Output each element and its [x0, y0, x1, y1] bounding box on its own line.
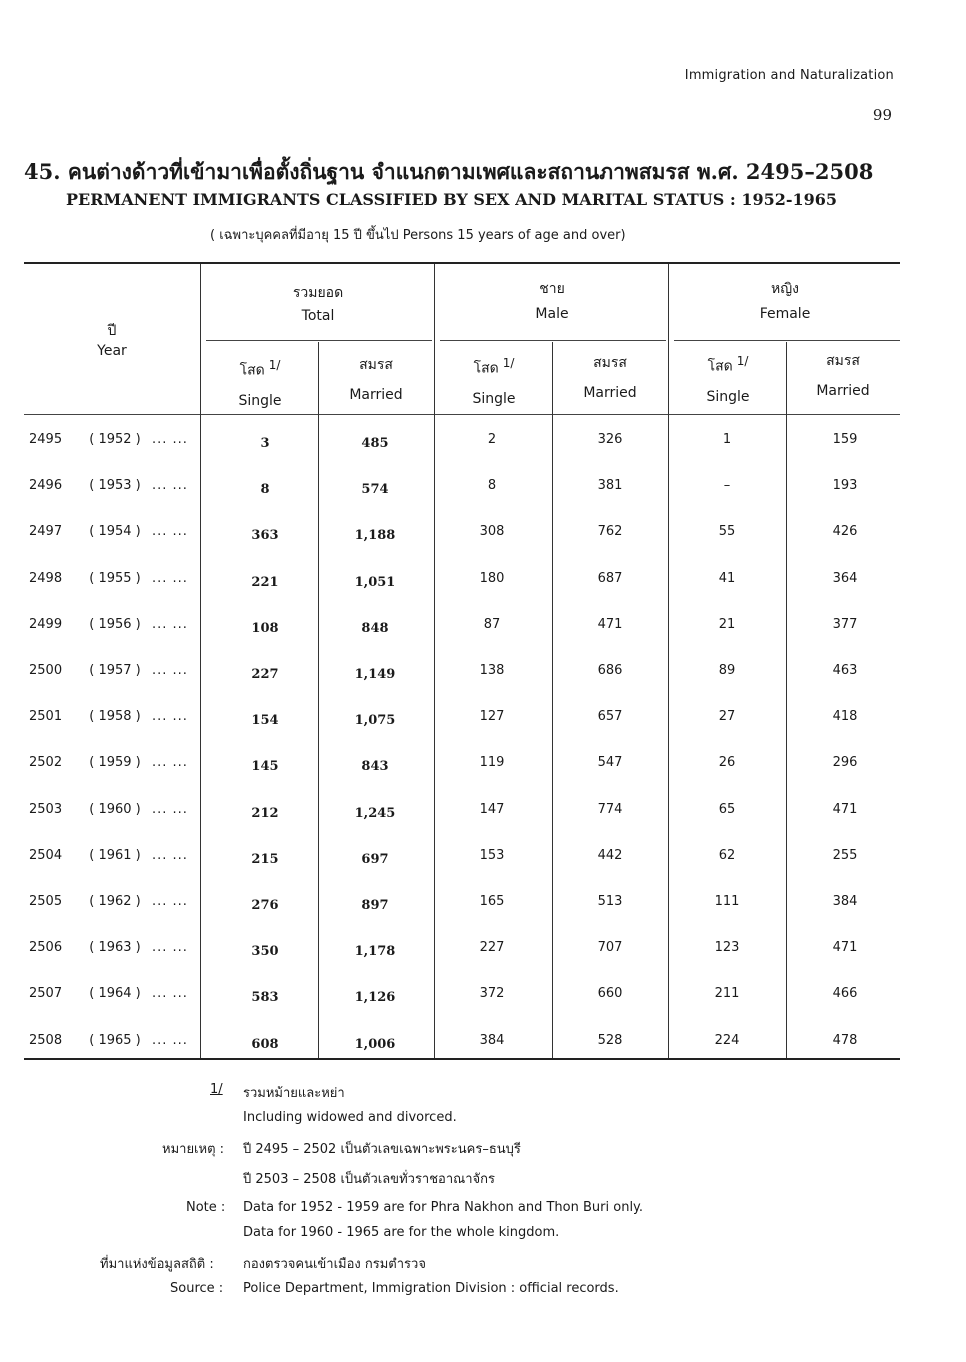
male-married: 513 [597, 894, 623, 909]
female-married: 296 [832, 755, 858, 771]
table-header-rule [24, 414, 900, 415]
year-ce: ( 1957 ) [89, 663, 141, 678]
leader-dots: ... ... [152, 894, 188, 909]
sub-male-married: สมรส Married [583, 355, 637, 401]
leader-dots: ... ... [152, 478, 188, 494]
year-thai: 2502 [29, 755, 63, 771]
total-single: 227 [251, 667, 279, 682]
total-single: 3 [260, 436, 270, 451]
male-married: 687 [597, 570, 623, 586]
footnote-mark: 1/ [736, 354, 749, 368]
group-total-english: Total [301, 308, 335, 324]
total-single: 583 [251, 990, 279, 1006]
male-married: 762 [597, 524, 623, 540]
source-label-thai: ที่มาแห่งข้อมูลสถิติ : [100, 1257, 214, 1272]
sub-male-single: โสด 1/ Single [472, 356, 516, 407]
source-label: Source : [170, 1281, 224, 1296]
vline-year [200, 264, 201, 1058]
footnote-thai: รวมหม้ายและหย่า [243, 1086, 345, 1101]
female-single: 224 [714, 1032, 740, 1048]
group-total-thai: รวมยอด [292, 285, 344, 301]
total-married: 848 [361, 620, 389, 636]
table-row [24, 709, 900, 733]
remark-thai-2: ปี 2503 – 2508 เป็นตัวเลขทั่วราชอาณาจักร [243, 1172, 495, 1187]
female-single: 55 [718, 524, 736, 540]
female-married: 478 [832, 1032, 858, 1048]
total-married: 697 [361, 851, 389, 867]
male-single: 372 [479, 986, 505, 1002]
female-single: 111 [714, 894, 740, 909]
total-single: 221 [251, 574, 279, 590]
table-row [24, 755, 900, 779]
total-married: 897 [361, 898, 389, 913]
table-row [24, 478, 900, 502]
total-married: 1,075 [354, 713, 396, 729]
footnote-mark: 1/ [502, 356, 515, 370]
table-bottom-rule [24, 1058, 900, 1060]
sub-female-single: โสด 1/ Single [706, 354, 750, 405]
year-header-thai: ปี [107, 323, 117, 339]
table-subtitle: ( เฉพาะบุคคลที่มีอายุ 15 ปี ขึ้นไป Persons 15 years of age and over) [210, 228, 626, 243]
total-married: 1,006 [354, 1036, 396, 1052]
footnote-mark: 1/ [210, 1082, 223, 1097]
total-single: 608 [251, 1036, 279, 1052]
female-married: 466 [832, 986, 858, 1002]
sub-total-single: โสด 1/ Single [238, 358, 282, 409]
table-row [24, 1033, 900, 1057]
male-single: 119 [479, 755, 505, 771]
total-single: 215 [251, 851, 279, 867]
leader-dots: ... ... [152, 847, 188, 863]
year-thai: 2506 [29, 940, 63, 956]
year-ce: ( 1954 ) [89, 524, 141, 540]
leader-dots: ... ... [152, 616, 188, 632]
footnote-mark: 1/ [268, 358, 281, 372]
table-row [24, 571, 900, 595]
leader-dots: ... ... [152, 663, 188, 678]
total-married: 574 [361, 482, 389, 498]
female-single: 21 [718, 616, 736, 632]
male-single: 8 [487, 478, 497, 494]
table-title-english: PERMANENT IMMIGRANTS CLASSIFIED BY SEX AND MARITAL STATUS : 1952-1965 [66, 190, 838, 209]
female-married: 471 [832, 801, 858, 817]
table-title-thai: 45. คนต่างด้าวที่เข้ามาเพื่อตั้งถิ่นฐาน จำแนกตามเพศและสถานภาพสมรส พ.ศ. 2495–2508 [24, 159, 874, 184]
female-married: 463 [832, 663, 858, 678]
group-female-thai: หญิง [771, 281, 799, 297]
group-female-english: Female [759, 306, 811, 322]
year-ce: ( 1952 ) [89, 432, 141, 447]
group-underline-female [674, 340, 900, 341]
source-english: Police Department, Immigration Division : official records. [243, 1281, 619, 1296]
sub-female-married: สมรส Married [816, 353, 870, 399]
male-married: 707 [597, 940, 623, 956]
female-married: 377 [832, 616, 858, 632]
year-ce: ( 1959 ) [89, 755, 141, 771]
year-thai: 2498 [29, 570, 63, 586]
year-thai: 2496 [29, 478, 63, 494]
male-single: 147 [479, 801, 505, 817]
male-married: 442 [597, 847, 623, 863]
table-row [24, 894, 900, 918]
total-single: 8 [260, 482, 270, 498]
leader-dots: ... ... [152, 940, 188, 956]
year-thai: 2507 [29, 986, 63, 1002]
leader-dots: ... ... [152, 709, 188, 725]
male-single: 153 [479, 847, 505, 863]
table-row [24, 940, 900, 964]
year-ce: ( 1962 ) [89, 894, 141, 909]
total-married: 1,245 [354, 805, 396, 821]
table-row [24, 617, 900, 641]
female-single: 89 [718, 663, 736, 678]
male-single: 127 [479, 709, 505, 725]
year-thai: 2501 [29, 709, 63, 725]
male-single: 138 [479, 663, 505, 678]
year-ce: ( 1965 ) [89, 1032, 141, 1048]
leader-dots: ... ... [152, 1032, 188, 1048]
group-underline-male [440, 340, 666, 341]
male-married: 774 [597, 801, 623, 817]
female-single: 62 [718, 847, 736, 863]
page-number: 99 [872, 106, 892, 124]
year-thai: 2497 [29, 524, 63, 540]
year-thai: 2504 [29, 847, 63, 863]
year-ce: ( 1960 ) [89, 801, 141, 817]
leader-dots: ... ... [152, 986, 188, 1002]
year-thai: 2500 [29, 663, 63, 678]
male-married: 657 [597, 709, 623, 725]
note-1: Data for 1952 - 1959 are for Phra Nakhon and Thon Buri only. [243, 1200, 644, 1215]
total-single: 363 [251, 528, 279, 544]
remark-label-thai: หมายเหตุ : [162, 1142, 225, 1157]
vline-total [434, 264, 435, 1058]
female-single: 26 [718, 755, 736, 771]
year-thai: 2495 [29, 432, 63, 447]
vline-male [668, 264, 669, 1058]
male-single: 180 [479, 570, 505, 586]
female-single: 1 [722, 432, 732, 447]
table-row [24, 848, 900, 872]
table-top-rule [24, 262, 900, 264]
table-row [24, 986, 900, 1010]
year-ce: ( 1961 ) [89, 847, 141, 863]
male-single: 165 [479, 894, 505, 909]
year-ce: ( 1964 ) [89, 986, 141, 1002]
note-2: Data for 1960 - 1965 are for the whole kingdom. [243, 1225, 560, 1240]
footnote-english: Including widowed and divorced. [243, 1110, 457, 1125]
total-single: 212 [251, 805, 279, 821]
female-married: 426 [832, 524, 858, 540]
total-married: 485 [361, 436, 389, 451]
leader-dots: ... ... [152, 755, 188, 771]
male-married: 326 [597, 432, 623, 447]
year-thai: 2499 [29, 616, 63, 632]
female-married: 159 [832, 432, 858, 447]
female-single: 65 [718, 801, 736, 817]
male-married: 528 [597, 1032, 623, 1048]
table-row [24, 432, 900, 456]
year-ce: ( 1963 ) [89, 940, 141, 956]
running-title: Immigration and Naturalization [684, 68, 894, 83]
year-ce: ( 1958 ) [89, 709, 141, 725]
leader-dots: ... ... [152, 432, 188, 447]
male-single: 308 [479, 524, 505, 540]
total-married: 1,051 [354, 574, 396, 590]
female-married: 418 [832, 709, 858, 725]
male-married: 381 [597, 478, 623, 494]
leader-dots: ... ... [152, 801, 188, 817]
female-married: 384 [832, 894, 858, 909]
male-single: 2 [487, 432, 497, 447]
total-single: 145 [251, 759, 279, 775]
male-single: 227 [479, 940, 505, 956]
sub-total-married: สมรส Married [349, 357, 403, 403]
year-thai: 2505 [29, 894, 63, 909]
female-single: 27 [718, 709, 736, 725]
total-married: 1,126 [354, 990, 396, 1006]
total-single: 108 [251, 620, 279, 636]
female-married: 193 [832, 478, 858, 494]
table-row [24, 663, 900, 687]
total-married: 1,178 [354, 944, 396, 960]
male-married: 471 [597, 616, 623, 632]
table-row [24, 524, 900, 548]
female-married: 364 [832, 570, 858, 586]
year-thai: 2508 [29, 1032, 63, 1048]
remark-thai-1: ปี 2495 – 2502 เป็นตัวเลขเฉพาะพระนคร–ธนบุรี [243, 1142, 521, 1157]
male-married: 547 [597, 755, 623, 771]
year-ce: ( 1955 ) [89, 570, 141, 586]
male-single: 87 [483, 616, 501, 632]
leader-dots: ... ... [152, 524, 188, 540]
total-single: 350 [251, 944, 279, 960]
female-married: 471 [832, 940, 858, 956]
total-married: 843 [361, 759, 389, 775]
female-single: 211 [714, 986, 740, 1002]
year-ce: ( 1953 ) [89, 478, 141, 494]
group-male-thai: ชาย [539, 281, 565, 297]
total-single: 276 [251, 898, 279, 913]
male-single: 384 [479, 1032, 505, 1048]
male-married: 686 [597, 663, 623, 678]
total-single: 154 [251, 713, 279, 729]
table-row [24, 802, 900, 826]
year-thai: 2503 [29, 801, 63, 817]
female-married: 255 [832, 847, 858, 863]
note-label: Note : [186, 1200, 226, 1215]
group-male-english: Male [535, 306, 569, 322]
leader-dots: ... ... [152, 570, 188, 586]
female-single: 41 [718, 570, 736, 586]
group-underline-total [206, 340, 432, 341]
female-single: – [723, 478, 731, 494]
male-married: 660 [597, 986, 623, 1002]
total-married: 1,188 [354, 528, 396, 544]
total-married: 1,149 [354, 667, 396, 682]
source-thai: กองตรวจคนเข้าเมือง กรมตำรวจ [243, 1257, 426, 1272]
female-single: 123 [714, 940, 740, 956]
year-header-english: Year [97, 343, 127, 359]
year-ce: ( 1956 ) [89, 616, 141, 632]
